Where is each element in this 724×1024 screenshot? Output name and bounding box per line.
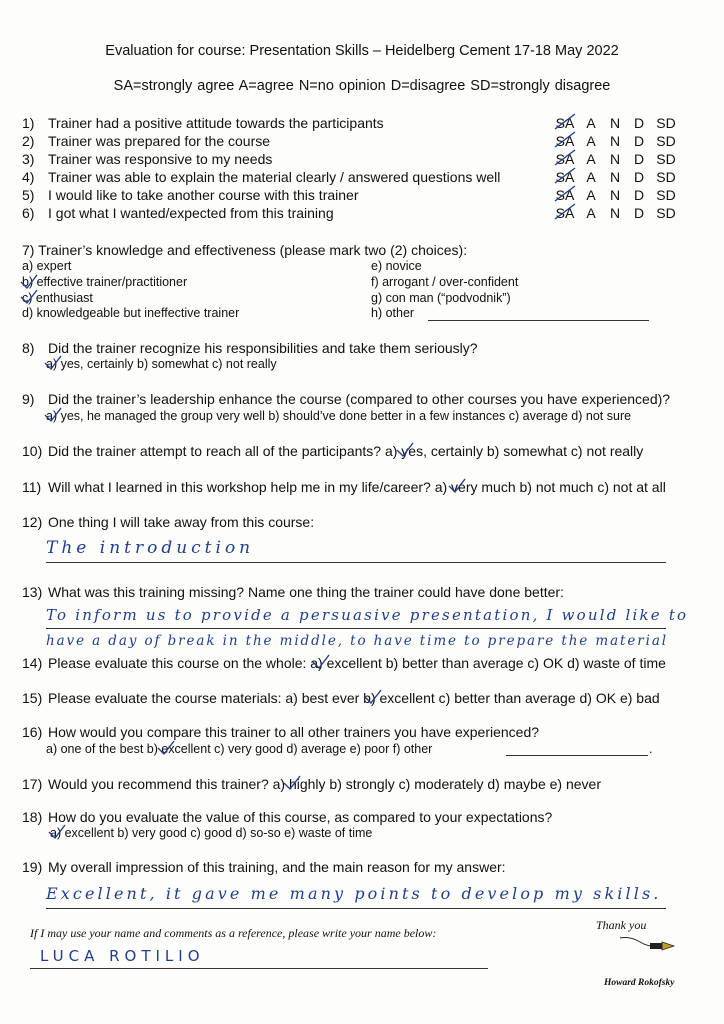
scale-option-d[interactable]: D (633, 169, 645, 185)
q9-number: 9) (22, 391, 35, 407)
q10-check-mark (396, 442, 414, 462)
q16-check-mark (157, 740, 175, 760)
scale-option-n[interactable]: N (609, 169, 621, 185)
q13-answer-line1 (46, 628, 666, 629)
q19-number: 19) (22, 859, 43, 875)
q9-options[interactable]: a) yes, he managed the group very well b) should’ve done better in a few instances c) average d) not sure (46, 409, 632, 423)
q7-question: 7) Trainer’s knowledge and effectiveness (please mark two (2) choices): (22, 242, 468, 258)
q7-c-check-mark (20, 289, 38, 309)
scale-option-d[interactable]: D (633, 115, 645, 131)
q7-option-h[interactable]: h) other (371, 306, 415, 320)
q12-handwritten-answer[interactable]: The introduction (46, 538, 255, 558)
rating-question-6 (22, 205, 334, 221)
question-number: 6) (22, 205, 35, 221)
q7-other-line[interactable] (428, 320, 649, 321)
q12-number: 12) (22, 514, 43, 530)
thank-you-text: Thank you (596, 918, 647, 932)
q18-question: How do you evaluate the value of this course, as compared to your expectations? (48, 809, 553, 825)
q19-handwritten-answer[interactable]: Excellent, it gave me many points to develop my skills. (46, 884, 662, 903)
scale-option-sd[interactable]: SD (656, 205, 676, 221)
q17-number: 17) (22, 776, 43, 792)
q7-option-c[interactable]: c) enthusiast (22, 291, 93, 305)
q15-check-mark (364, 689, 382, 709)
scale-option-d[interactable]: D (633, 151, 645, 167)
scale-option-sa[interactable]: SA (555, 133, 575, 149)
name-line (30, 968, 488, 969)
q17-question[interactable]: Would you recommend this trainer? a) highly b) strongly c) moderately d) maybe e) never (48, 776, 601, 792)
question-number: 1) (22, 115, 35, 131)
scale-option-a[interactable]: A (586, 151, 596, 167)
scale-option-a[interactable]: A (586, 115, 596, 131)
scale-option-sa[interactable]: SA (555, 205, 575, 221)
scale-option-sa[interactable]: SA (555, 151, 575, 167)
scale-option-sa[interactable]: SA (555, 187, 575, 203)
scale-option-n[interactable]: N (609, 205, 621, 221)
question-number: 5) (22, 187, 35, 203)
scale-option-a[interactable]: A (586, 133, 596, 149)
scale-option-a[interactable]: A (586, 169, 596, 185)
q8-question: Did the trainer recognize his responsibilities and take them seriously? (48, 340, 478, 356)
scale-option-sd[interactable]: SD (656, 187, 676, 203)
q7-option-g[interactable]: g) con man (“podvodnik”) (371, 291, 511, 305)
q12-question: One thing I will take away from this course: (48, 514, 315, 530)
scale-option-sd[interactable]: SD (656, 133, 676, 149)
question-number: 3) (22, 151, 35, 167)
q13-handwritten-answer-line2[interactable]: have a day of break in the middle, to have time to prepare the material (46, 633, 668, 649)
q18-number: 18) (22, 809, 43, 825)
rating-question-3 (22, 151, 272, 167)
scale-option-sa[interactable]: SA (555, 169, 575, 185)
q10-number: 10) (22, 443, 43, 459)
scale-option-n[interactable]: N (609, 133, 621, 149)
q10-question[interactable]: Did the trainer attempt to reach all of the participants? a) yes, certainly b) somewhat c) not really (48, 443, 644, 459)
question-text: Trainer was responsive to my needs (48, 151, 273, 167)
form-title: Evaluation for course: Presentation Skills – Heidelberg Cement 17-18 May 2022 (105, 43, 619, 59)
question-text: Trainer was prepared for the course (48, 133, 271, 149)
q12-answer-line (46, 562, 666, 563)
question-number: 2) (22, 133, 35, 149)
q11-question[interactable]: Will what I learned in this workshop help me in my life/career? a) very much b) not much c) not at all (48, 479, 666, 495)
q14-number: 14) (22, 655, 43, 671)
q11-number: 11) (22, 479, 42, 495)
q19-question: My overall impression of this training, and the main reason for my answer: (48, 859, 506, 875)
scale-option-sd[interactable]: SD (656, 115, 676, 131)
q7-option-d[interactable]: d) knowledgeable but ineffective trainer (22, 306, 240, 320)
question-text: I got what I wanted/expected from this training (48, 205, 334, 221)
q7-option-a[interactable]: a) expert (22, 259, 72, 273)
q16-other-line[interactable] (506, 755, 648, 756)
scale-option-n[interactable]: N (609, 115, 621, 131)
q11-check-mark (448, 478, 466, 498)
q15-number: 15) (22, 690, 43, 706)
scale-option-sa[interactable]: SA (555, 115, 575, 131)
pen-icon (590, 932, 680, 954)
scale-option-n[interactable]: N (609, 187, 621, 203)
rating-legend: SA=strongly agree A=agree N=no opinion D=disagree SD=strongly disagree (113, 78, 611, 94)
scale-option-a[interactable]: A (586, 187, 596, 203)
trainer-signature: Howard Rokofsky (604, 978, 675, 988)
q7-option-e[interactable]: e) novice (371, 259, 422, 273)
q8-check-mark (44, 355, 62, 375)
rating-question-1 (22, 115, 384, 131)
handwritten-name[interactable]: LUCA ROTILIO (40, 947, 205, 965)
scale-option-a[interactable]: A (586, 205, 596, 221)
q16-options[interactable]: a) one of the best b) excellent c) very good d) average e) poor f) other (46, 742, 433, 756)
rating-question-4 (22, 169, 500, 185)
scale-option-d[interactable]: D (633, 187, 645, 203)
q14-question[interactable]: Please evaluate this course on the whole: a) excellent b) better than average c) OK d) waste of time (48, 655, 666, 671)
question-text: I would like to take another course with this trainer (48, 187, 359, 203)
scale-option-sd[interactable]: SD (656, 151, 676, 167)
question-text: Trainer was able to explain the material clearly / answered questions well (48, 169, 501, 185)
q8-options[interactable]: a) yes, certainly b) somewhat c) not really (46, 357, 277, 371)
q19-answer-line (46, 908, 666, 909)
scale-option-d[interactable]: D (633, 133, 645, 149)
q7-option-f[interactable]: f) arrogant / over-confident (371, 275, 519, 289)
rating-question-5 (22, 187, 359, 203)
question-number: 4) (22, 169, 35, 185)
reference-note: If I may use your name and comments as a reference, please write your name below: (30, 926, 437, 940)
q17-check-mark (283, 775, 301, 795)
scale-option-d[interactable]: D (633, 205, 645, 221)
q13-handwritten-answer-line1[interactable]: To inform us to provide a persuasive presentation, I would like to (46, 606, 689, 624)
thank-you-logo (590, 918, 680, 959)
q13-number: 13) (22, 584, 43, 600)
q7-option-b[interactable]: b) effective trainer/practitioner (22, 275, 188, 289)
rating-question-2 (22, 133, 270, 149)
q13-question: What was this training missing? Name one thing the trainer could have done better: (48, 584, 564, 600)
selected-check-mark (553, 203, 577, 225)
q16-question: How would you compare this trainer to all other trainers you have experienced? (48, 724, 540, 740)
q8-number: 8) (22, 340, 35, 356)
q9-check-mark (44, 407, 62, 427)
q9-question: Did the trainer’s leadership enhance the course (compared to other courses you have experienced)? (48, 391, 671, 407)
q16-period: . (649, 742, 653, 756)
q16-number: 16) (22, 724, 43, 740)
q15-question[interactable]: Please evaluate the course materials: a) best ever b) excellent c) better than average d) OK e) bad (48, 690, 660, 706)
q14-check-mark (312, 654, 330, 674)
q18-options[interactable]: a) excellent b) very good c) good d) so-so e) waste of time (50, 826, 373, 840)
question-text: Trainer had a positive attitude towards the participants (48, 115, 384, 131)
scale-option-n[interactable]: N (609, 151, 621, 167)
scale-option-sd[interactable]: SD (656, 169, 676, 185)
q18-check-mark (48, 824, 66, 844)
